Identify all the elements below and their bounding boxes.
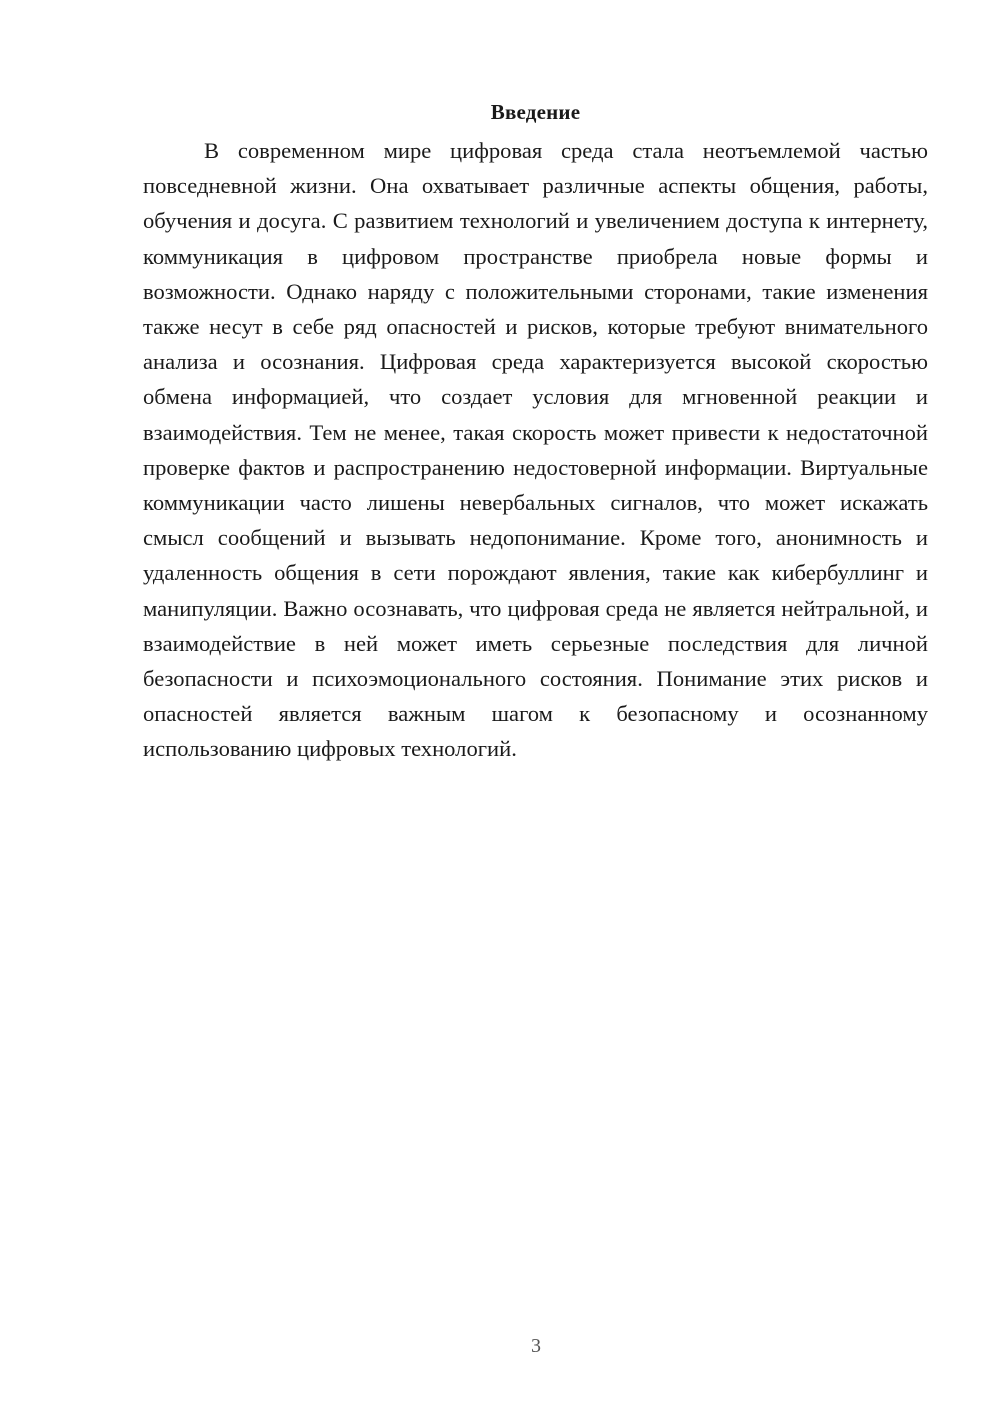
body-paragraph: В современном мире цифровая среда стала неотъемлемой частью повседневной жизни. Она охватывает различные аспекты общения, работы, обучения и досуга. С развитием технологий и увеличением доступа к интернету, коммуникация в цифровом пространстве приобрела новые формы и возможности. Однако наряду с положительными сторонами, такие изменения также несут в себе ряд опасностей и рисков, которые требуют внимательного анализа и осознания. Цифровая среда характеризуется высокой скоростью обмена информацией, что создает условия для мгновенной реакции и взаимодействия. Тем не менее, такая скорость может привести к недостаточной проверке фактов и распространению недостоверной информации. Виртуальные коммуникации часто лишены невербальных сигналов, что может искажать смысл сообщений и вызывать недопонимание. Кроме того, анонимность и удаленность общения в сети порождают явления, такие как кибербуллинг и манипуляции. Важно осознавать, что цифровая среда не является нейтральной, и взаимодействие в ней может иметь серьезные последствия для личной безопасности и психоэмоционального состояния. Понимание этих рисков и опасностей является важным шагом к безопасному и осознанному использованию цифровых технологий. <box>143 138 928 762</box>
section-heading: Введение <box>490 100 581 124</box>
page-content <box>143 97 928 767</box>
page-number: 3 <box>531 1335 541 1357</box>
